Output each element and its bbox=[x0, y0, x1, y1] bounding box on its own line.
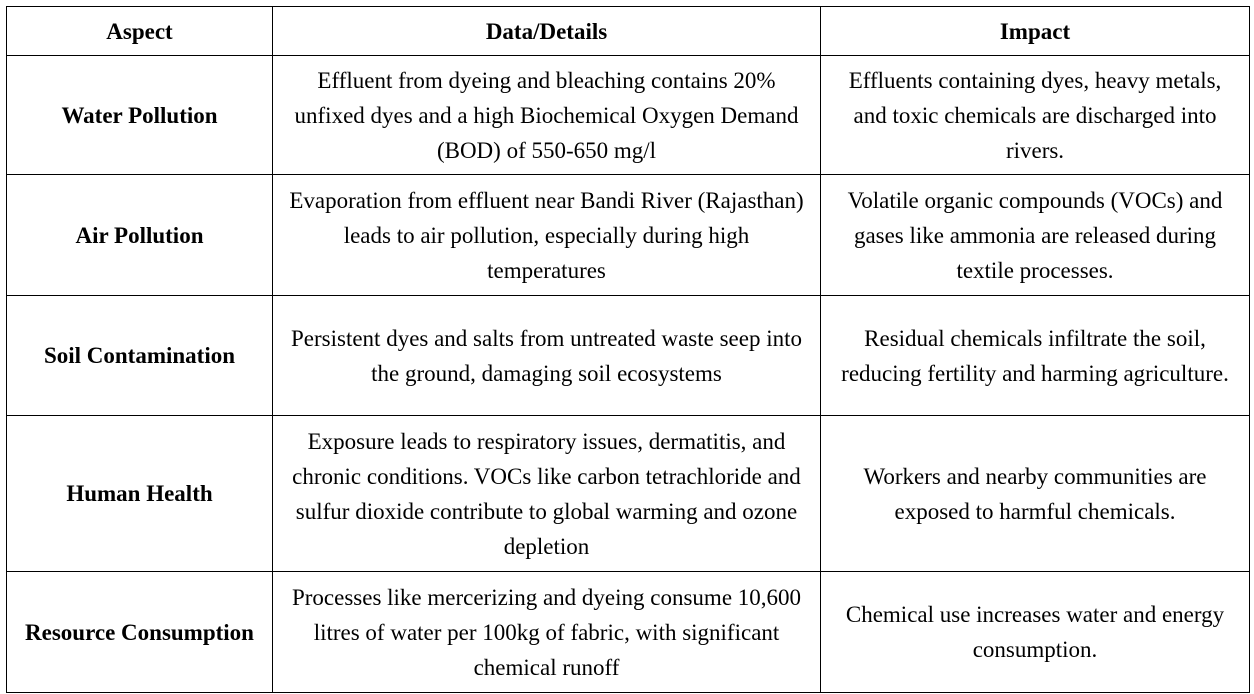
details-cell: Persistent dyes and salts from untreated waste seep into the ground, damaging soil ecosystems bbox=[273, 296, 821, 416]
details-cell: Effluent from dyeing and bleaching contains 20% unfixed dyes and a high Biochemical Oxygen Demand (BOD) of 550-650 mg/l bbox=[273, 56, 821, 175]
header-impact: Impact bbox=[821, 7, 1250, 56]
table-row-air-pollution bbox=[7, 175, 1250, 296]
table-row-soil-contamination bbox=[7, 296, 1250, 416]
aspect-cell: Water Pollution bbox=[7, 56, 273, 175]
details-cell: Exposure leads to respiratory issues, dermatitis, and chronic conditions. VOCs like carbon tetrachloride and sulfur dioxide contribute to global warming and ozone depletion bbox=[273, 416, 821, 572]
details-cell: Processes like mercerizing and dyeing consume 10,600 litres of water per 100kg of fabric, with significant chemical runoff bbox=[273, 572, 821, 693]
aspect-cell: Human Health bbox=[7, 416, 273, 572]
table-row-human-health bbox=[7, 416, 1250, 572]
impact-cell: Residual chemicals infiltrate the soil, reducing fertility and harming agriculture. bbox=[821, 296, 1250, 416]
impact-cell: Effluents containing dyes, heavy metals, and toxic chemicals are discharged into rivers. bbox=[821, 56, 1250, 175]
aspect-cell: Soil Contamination bbox=[7, 296, 273, 416]
environmental-impact-table bbox=[6, 6, 1250, 693]
header-aspect: Aspect bbox=[7, 7, 273, 56]
table-row-resource-consumption bbox=[7, 572, 1250, 693]
aspect-cell: Air Pollution bbox=[7, 175, 273, 296]
impact-cell: Chemical use increases water and energy consumption. bbox=[821, 572, 1250, 693]
header-data-details: Data/Details bbox=[273, 7, 821, 56]
header-row bbox=[7, 7, 1250, 56]
details-cell: Evaporation from effluent near Bandi River (Rajasthan) leads to air pollution, especially during high temperatures bbox=[273, 175, 821, 296]
table-body bbox=[7, 56, 1250, 693]
table-header bbox=[7, 7, 1250, 56]
table-row-water-pollution bbox=[7, 56, 1250, 175]
aspect-cell: Resource Consumption bbox=[7, 572, 273, 693]
impact-cell: Workers and nearby communities are exposed to harmful chemicals. bbox=[821, 416, 1250, 572]
impact-cell: Volatile organic compounds (VOCs) and gases like ammonia are released during textile processes. bbox=[821, 175, 1250, 296]
